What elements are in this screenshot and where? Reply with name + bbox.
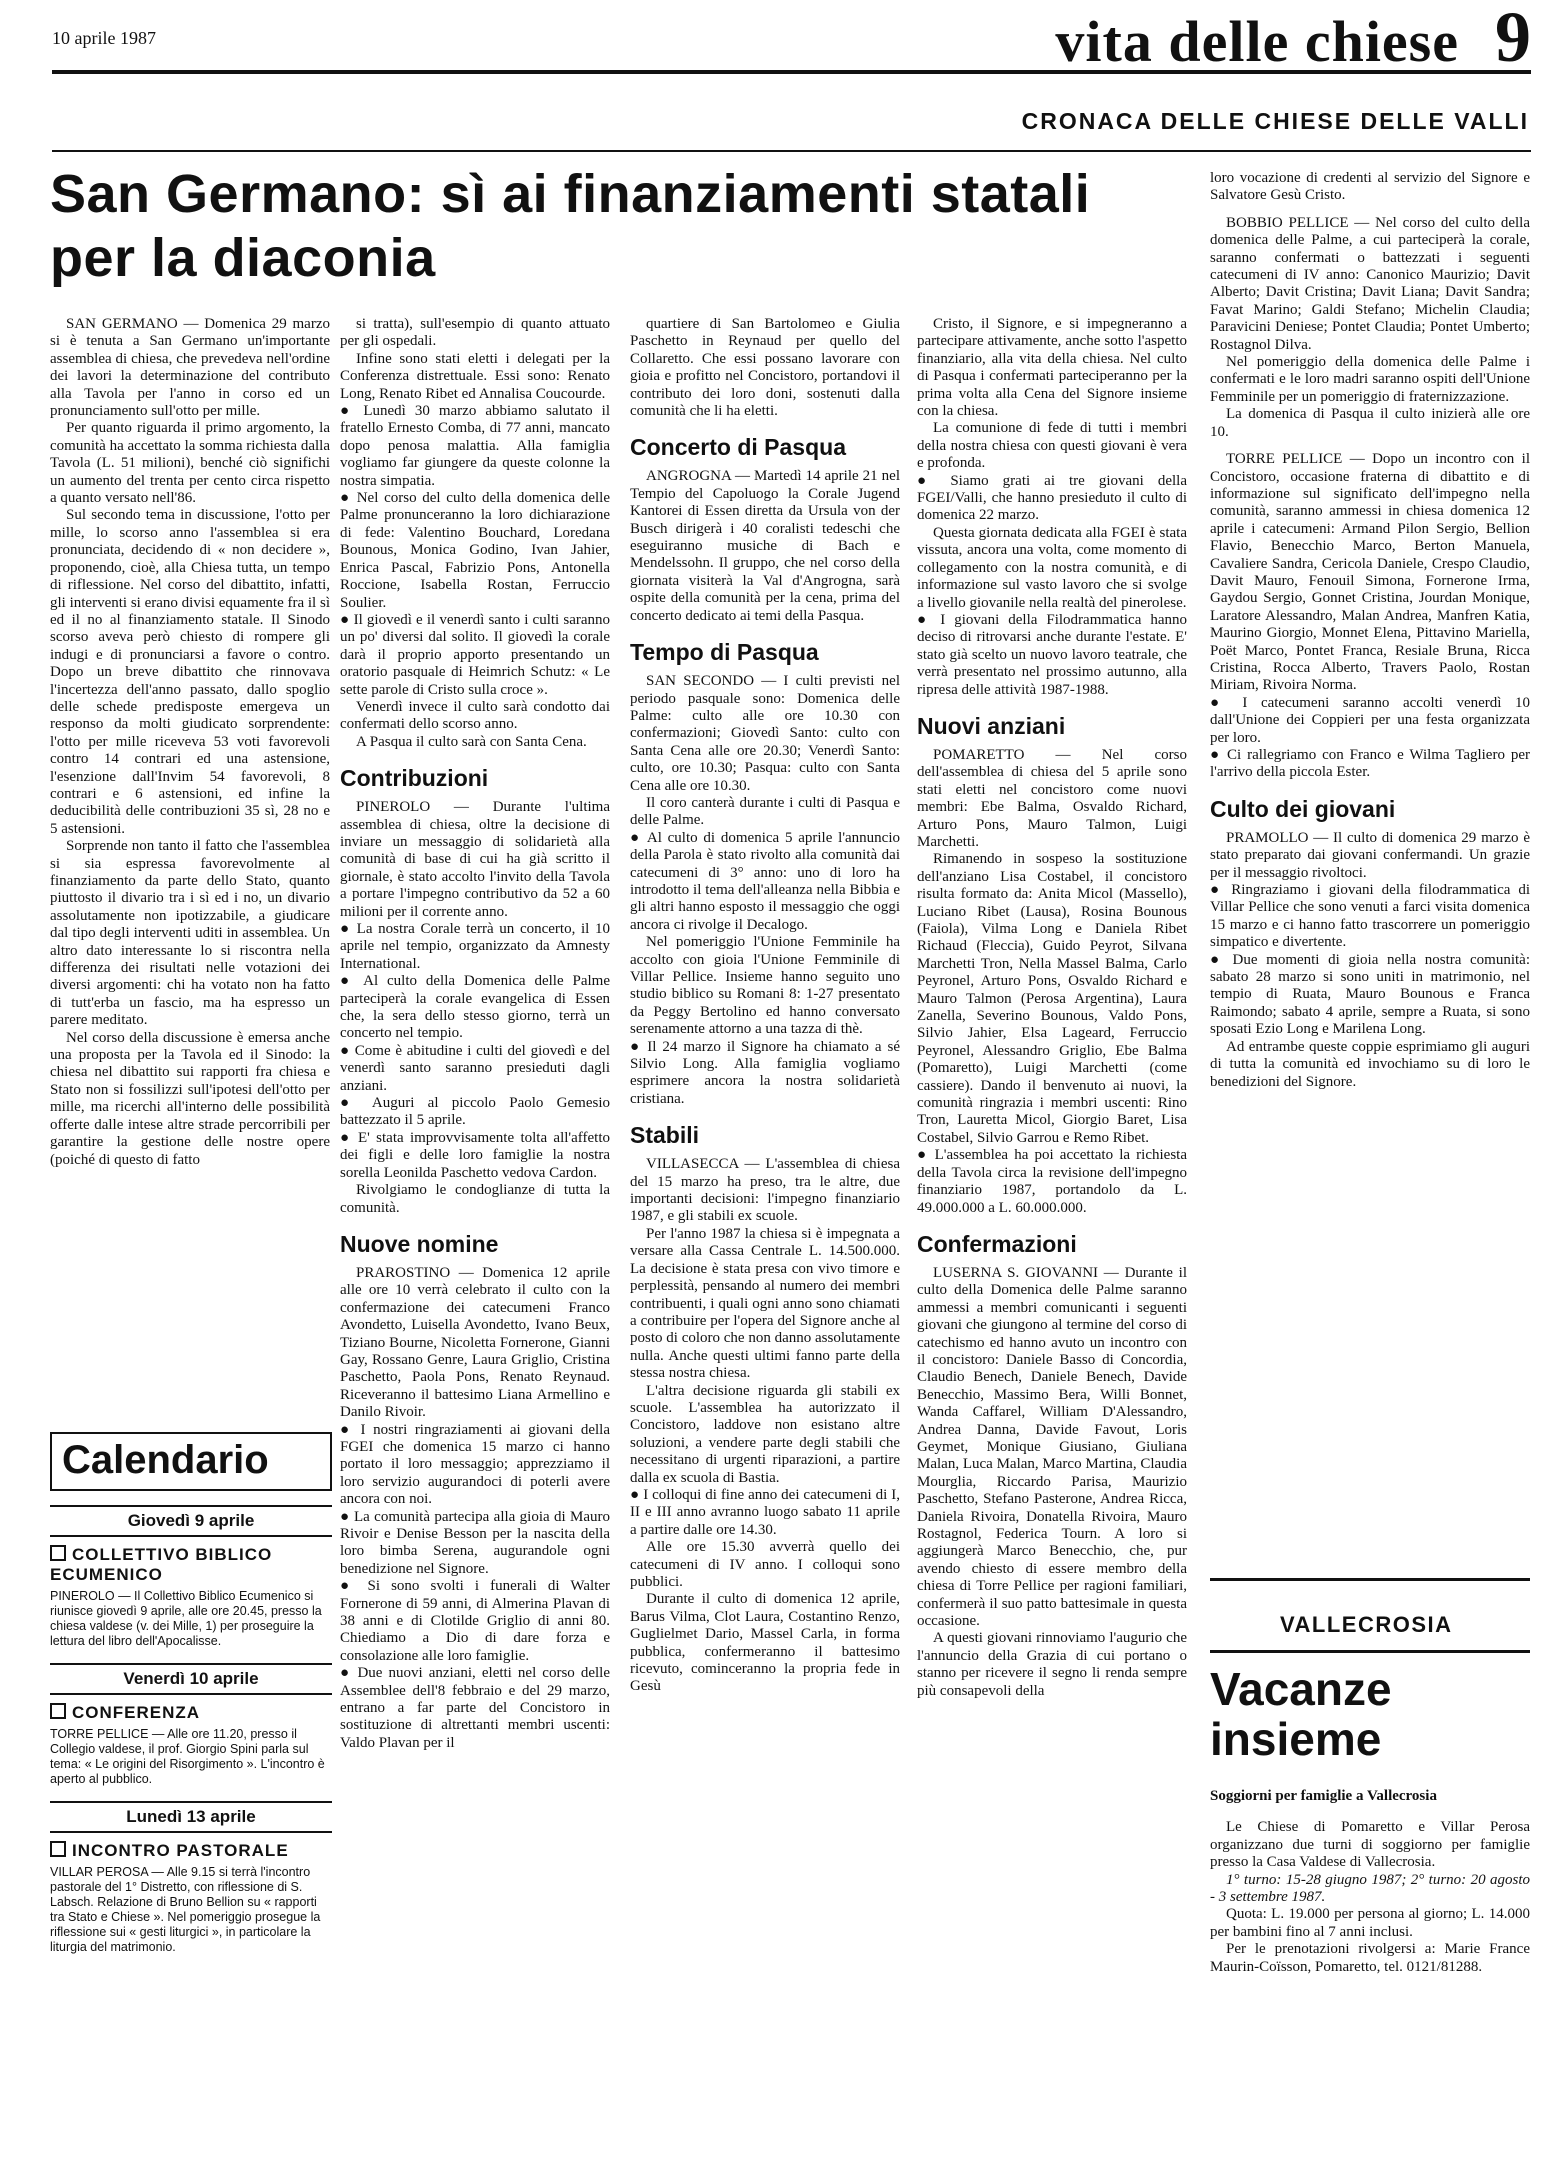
calendar-event-label: INCONTRO PASTORALE bbox=[72, 1841, 289, 1860]
paragraph: Il coro canterà durante i culti di Pasqua e delle Palme. bbox=[630, 794, 900, 829]
paragraph: Infine sono stati eletti i delegati per la Conferenza distrettuale. Essi sono: Renato Long, Renato Ribet ed Annalisa Coucourde. bbox=[340, 350, 610, 402]
calendar-day-header: Lunedì 13 aprile bbox=[50, 1801, 332, 1833]
bullet-paragraph: ● Si sono svolti i funerali di Walter Fornerone di 59 anni, di Almerina Plavan di 38 anni e di Clotilde Griglio di anni 80. Chiediamo a Dio di dare forza e consolazione alle loro famiglie. bbox=[340, 1578, 610, 1665]
column-1 bbox=[50, 316, 330, 1416]
calendar-box bbox=[50, 1432, 332, 1955]
col3-intro: quartiere di San Bartolomeo e Giulia Paschetto in Reynaud per quello del Collaretto. Che essi possano lavorare con gioia e profitto nel Concistoro, portandovi il contributo dei loro doni, sostenuti dalla comunità che li ha eletti. bbox=[630, 316, 900, 420]
calendar-days bbox=[50, 1505, 332, 1955]
calendar-event-title bbox=[50, 1703, 332, 1723]
bullet-paragraph: ● Al culto di domenica 5 aprile l'annuncio della Parola è stato rivolto alla comunità dai catecumeni di 3° anno: uno di loro ha introdotto il tema dell'alleanza nella Bibbia e gli altri hanno esposto il messaggio che oggi ancora ci rivolge il Decalogo. bbox=[630, 830, 900, 934]
column-4 bbox=[917, 316, 1187, 2176]
issue-date: 10 aprile 1987 bbox=[52, 28, 156, 48]
paragraph: L'altra decisione riguarda gli stabili ex scuole. L'assemblea ha autorizzato il Concistoro, laddove non esistano altre soluzioni, a vendere parte degli stabili che necessitano di urgenti riparazioni, a partire dalla ex scuola di Bastia. bbox=[630, 1382, 900, 1486]
col4-after-1: Questa giornata dedicata alla FGEI è stata vissuta, ancora una volta, come momento di collegamento con la nostra comunità, e di informazione sul vasto lavoro che si svolge a livello giovanile nella realtà del pinerolese. bbox=[917, 524, 1187, 611]
column-2 bbox=[340, 316, 610, 2176]
col2-bullets-3 bbox=[340, 1422, 610, 1753]
paragraph: VILLASECCA — L'assemblea di chiesa del 15 marzo ha preso, tra le altre, due importanti decisioni: l'impegno finanziario 1987, e gli stabili ex scuole. bbox=[630, 1156, 900, 1225]
col2-bullets-1 bbox=[340, 403, 610, 699]
paragraph: POMARETTO — Nel corso dell'assemblea di chiesa del 5 aprile sono stati eletti nel concistoro come nuovi membri: Ebe Balma, Osvaldo Richard, Arturo Pons, Mauro Talmon, Luigi Marchetti. bbox=[917, 746, 1187, 850]
bullet-paragraph: ● Al culto della Domenica delle Palme parteciperà la corale evangelica di Essen che, la sera dello stesso giorno, terrà un concerto nel tempio. bbox=[340, 973, 610, 1043]
page-number: 9 bbox=[1495, 0, 1531, 77]
calendar-day-header: Giovedì 9 aprile bbox=[50, 1505, 332, 1537]
col5-after-2: Ad entrambe queste coppie esprimiamo gli auguri di tutta la comunità ed invochiamo su di loro le benedizioni del Signore. bbox=[1210, 1038, 1530, 1090]
column-5 bbox=[1210, 170, 1530, 1560]
checkbox-icon bbox=[50, 1841, 66, 1857]
paragraph: SAN GERMANO — Domenica 29 marzo si è tenuta a San Germano un'importante assemblea di chiesa, che prevedeva nell'ordine dei lavori la determinazione del contributo alla Tavola per l'anno in corso ed un pronunciamento sull'otto per mille. bbox=[50, 316, 330, 420]
vallecrosia-bottom-rule bbox=[1210, 1650, 1530, 1653]
paragraph: A Pasqua il culto sarà con Santa Cena. bbox=[356, 733, 587, 750]
vallecrosia-p3: Quota: L. 19.000 per persona al giorno; L. 14.000 per bambini fino al 7 anni inclusi. bbox=[1210, 1906, 1530, 1940]
col5-intro: loro vocazione di credenti al servizio del Signore e Salvatore Gesù Cristo. bbox=[1210, 170, 1530, 204]
paragraph: Per l'anno 1987 la chiesa si è impegnata a versare alla Cassa Centrale L. 14.500.000. La decisione è stata presa con vivo timore e perplessità, pensando al numero dei membri contribuenti, i quali ogni anno sono chiamati a contribuire per l'opera del Signore anche al posto di coloro che non danno assolutamente nulla. Anche questi ultimi fanno parte della stessa nostra chiesa. bbox=[630, 1225, 900, 1382]
paragraph: Durante il culto di domenica 12 aprile, Barus Vilma, Clot Laura, Costantino Renzo, Guglielmet Dario, Massel Carla, in forma pubblica, confermeranno il battesimo ricevuto, cominceranno la propria fede in Gesù bbox=[630, 1591, 900, 1695]
calendar-day-header: Venerdì 10 aprile bbox=[50, 1663, 332, 1695]
vallecrosia-p1: Le Chiese di Pomaretto e Villar Perosa organizzano due turni di soggiorno per famiglie presso la Casa Valdese di Vallecrosia. bbox=[1210, 1819, 1530, 1871]
vallecrosia-body bbox=[1210, 1788, 1530, 1976]
col3-bullets-2 bbox=[630, 1039, 900, 1109]
calendar-event-title bbox=[50, 1545, 332, 1585]
bullet-paragraph: ● I giovani della Filodrammatica hanno deciso di ritrovarsi anche durante l'estate. E' stato già scelto un nuovo lavoro teatrale, che verrà presentato nel prossimo autunno, alla ripresa delle attività 1987-1988. bbox=[917, 612, 1187, 699]
bullet-paragraph: ● La nostra Corale terrà un concerto, il 10 aprile nel tempio, organizzato da Amnesty International. bbox=[340, 921, 610, 973]
paragraph: Sorprende non tanto il fatto che l'assemblea si sia espressa favorevolmente al finanziamento da parte dello Stato, quanto piuttosto il divario tra i sì ed i no, un divario assolutamente non ipotizzabile, a giudicare dal tipo degli interventi uditi in assemblea. Un altro dato interessante lo si riscontra nella differenza dei risultati nelle votazioni dei diversi argomenti: chi ha votato non ha fatto di tutt'erba un fascio, ma ha espresso un parere meditato. bbox=[50, 838, 330, 1029]
heading-confermazioni: Confermazioni bbox=[917, 1230, 1077, 1257]
bullet-paragraph: ● E' stata improvvisamente tolta all'affetto dei figli e delle loro famiglie la nostra sorella Leonilda Paschetto vedova Cardon. bbox=[340, 1130, 610, 1182]
bullet-paragraph: ● Siamo grati ai tre giovani della FGEI/Valli, che hanno presieduto il culto di domenica 22 marzo. bbox=[917, 473, 1187, 525]
text-torre-pellice: TORRE PELLICE — Dopo un incontro con il Concistoro, occasione fraterna di dibattito e di informazione sul significato dell'impegno nella comunità, saranno ammessi in chiesa domenica 12 aprile i catecumeni: Armand Pilon Sergio, Bellion Flavio, Benecchio Marco, Berton Manuela, Cavaliere Sandra, Cericola Daniele, Crespo Claudio, Davit Mauro, Fenouil Simona, Fornerone Irma, Gaydou Sergio, Gonnet Cristina, Jourdan Monique, Laratore Alessandro, Malan Andrea, Manfren Katia, Maurino Giorgio, Monnet Elena, Pittavino Mariella, Poët Marco, Pontet Franca, Resiale Bruna, Ricca Cristina, Rocca Alberto, Travers Paolo, Rostan Miriam, Rivoira Norma. bbox=[1210, 451, 1530, 694]
bullet-paragraph: ● I colloqui di fine anno dei catecumeni di I, II e III anno avranno luogo sabato 11 aprile a partire dalle ore 14.30. bbox=[630, 1487, 900, 1539]
masthead-rule bbox=[52, 70, 1531, 74]
section-title: vita delle chiese bbox=[1055, 9, 1459, 74]
bullet-paragraph: ● La comunità partecipa alla gioia di Mauro Rivoir e Denise Besson per la nascita della loro bimba Serena, augurandole ogni benedizione nel Signore. bbox=[340, 1509, 610, 1579]
paragraph: Nel pomeriggio della domenica delle Palme i confermati e le loro madri saranno ospiti dell'Unione Femminile per un pomeriggio di fraternizzazione. bbox=[1210, 354, 1530, 405]
paragraph: Per quanto riguarda il primo argomento, la comunità ha accettato la somma richiesta dalla Tavola (L. 51 milioni), benché ciò significhi un aumento del trenta per cento circa rispetto a quanto versato nell'86. bbox=[50, 420, 330, 507]
col4-bullets-3 bbox=[917, 1147, 1187, 1217]
calendar-event-label: COLLETTIVO BIBLICO ECUMENICO bbox=[50, 1545, 273, 1584]
col2-after-1 bbox=[340, 699, 610, 751]
checkbox-icon bbox=[50, 1703, 66, 1719]
vallecrosia-kicker: VALLECROSIA bbox=[1280, 1612, 1453, 1637]
col4-intro bbox=[917, 316, 1187, 473]
bullet-paragraph: ● Il giovedì e il venerdì santo i culti saranno un po' diversi dal solito. Il giovedì la corale darà il proprio apporto presentando un oratorio pasquale di Heimrich Schutz: « Le sette parole di Cristo sulla croce ». bbox=[340, 612, 610, 699]
paragraph: Cristo, il Signore, e si impegneranno a partecipare attivamente, anche sotto l'aspetto finanziario, alla vita della chiesa. Nel culto di Pasqua i confermati parteciperanno per la prima volta alla Cena del Signore insieme con la chiesa. bbox=[917, 316, 1187, 420]
vallecrosia-title: Vacanze insieme bbox=[1210, 1663, 1392, 1765]
text-contribuzioni: PINEROLO — Durante l'ultima assemblea di chiesa, oltre la decisione di inviare un messaggio di solidarietà alla comunità di base di cui ha già scritto il giornale, è stato accolto l'invito della Tavola a portare l'impegno contributivo da 52 a 60 milioni per il corrente anno. bbox=[340, 799, 610, 920]
paragraph: Nel corso della discussione è emersa anche una proposta per la Tavola ed il Sinodo: la chiesa nel dibattito sui rapporti fra chiesa e Stato non si fossilizzi sull'ipotesi dell'otto per mille, ma ricerchi all'interno delle possibilità offerte dalle intese altre strade percorribili per garantire la gestione delle nostre opere (poiché di questo di fatto bbox=[50, 1029, 330, 1168]
heading-culto-giovani: Culto dei giovani bbox=[1210, 795, 1396, 822]
heading-nuove-nomine: Nuove nomine bbox=[340, 1230, 499, 1257]
col1-paragraphs bbox=[50, 316, 330, 1169]
bullet-paragraph: ● Il 24 marzo il Signore ha chiamato a sé Silvio Long. Alla famiglia vogliamo esprimere ancora la nostra solidarietà cristiana. bbox=[630, 1039, 900, 1109]
paragraph: Rimanendo in sospeso la sostituzione dell'anziano Lisa Costabel, il concistoro risulta formato da: Anita Micol (Massello), Luciano Ribet (Lausa), Rosina Bounous (Faiola), Vilma Long e Daniela Ribet Richaud (Fleccia), Guido Peyrot, Silvana Marchetti Tron, Nella Massel Balma, Carlo Peyronel, Arturo Pons, Osvaldo Richard e Mauro Talmon (Perosa Argentina), Laura Zanella, Severino Bounous, Valdo Pons, Silvio Jahier, Elsa Lageard, Ferruccio Peyronel, Alessandro Griglio, Ebe Balma (Pomaretto), Luigi Marchetti (come cassiere). Dando il benvenuto ai nuovi, la comunità ringrazia i membri uscenti: Rino Tron, Lauretta Micol, Giorgio Baret, Lisa Costabel, Silvio Garrou e Remo Ribet. bbox=[917, 851, 1187, 1146]
calendar-event-text: VILLAR PEROSA — Alle 9.15 si terrà l'incontro pastorale del 1° Distretto, con riflessione di S. Labsch. Relazione di Bruno Bellion su « rapporti tra Stato e Chiese ». Nel pomeriggio prosegue la riflessione sui « gesti liturgici », in particolare la liturgia del matrimonio. bbox=[50, 1865, 321, 1954]
checkbox-icon bbox=[50, 1545, 66, 1561]
paragraph: Venerdì invece il culto sarà condotto dai confermati dello scorso anno. bbox=[340, 698, 610, 733]
section-subheading: CRONACA DELLE CHIESE DELLE VALLI bbox=[1021, 108, 1529, 134]
text-nuovi-anziani bbox=[917, 747, 1187, 1147]
subheading-rule bbox=[52, 150, 1531, 152]
col2-bullets-2 bbox=[340, 921, 610, 1182]
bullet-paragraph: ● L'assemblea ha poi accettato la richiesta della Tavola circa la revisione dell'impegno finanziario 1987, portandolo da L. 49.000.000 a L. 60.000.000. bbox=[917, 1147, 1187, 1217]
col2-intro bbox=[340, 316, 610, 403]
bullet-paragraph: ● I catecumeni saranno accolti venerdì 10 dall'Unione dei Coppieri per una festa organizzata per loro. bbox=[1210, 695, 1530, 747]
col3-bullets-1 bbox=[630, 830, 900, 934]
calendar-event-label: CONFERENZA bbox=[72, 1703, 201, 1722]
bullet-paragraph: ● Due nuovi anziani, eletti nel corso delle Assemblee dell'8 febbraio e del 29 marzo, entrano a far parte del Concistoro in sostituzione di altrettanti membri uscenti: Valdo Plavan per il bbox=[340, 1665, 610, 1752]
col4-bullets-1 bbox=[917, 473, 1187, 525]
paragraph: Alle ore 15.30 avverrà quello dei catecumeni di IV anno. I colloqui sono pubblici. bbox=[630, 1539, 900, 1590]
text-stabili bbox=[630, 1156, 900, 1487]
bullet-paragraph: ● I nostri ringraziamenti ai giovani della FGEI che domenica 15 marzo ci hanno portato il loro messaggio; apprezziamo il loro servizio augurandoci di poterli avere ancora con noi. bbox=[340, 1422, 610, 1509]
heading-stabili: Stabili bbox=[630, 1122, 700, 1149]
calendar-event-title bbox=[50, 1841, 332, 1861]
bullet-paragraph: ● Due momenti di gioia nella nostra comunità: sabato 28 marzo si sono uniti in matrimonio, nel tempio di Ruata, Mauro Bounous e Franca Raimondo; sabato 4 aprile, sempre a Ruata, si sono sposati Ezio Long e Marilena Long. bbox=[1210, 952, 1530, 1039]
paragraph: La domenica di Pasqua il culto inizierà alle ore 10. bbox=[1210, 406, 1530, 440]
calendar-event-text: PINEROLO — Il Collettivo Biblico Ecumenico si riunisce giovedì 9 aprile, alle ore 20.45, presso la chiesa valdese (v. dei Mille, 1) per proseguire la lettura del libro dell'Apocalisse. bbox=[50, 1589, 322, 1648]
heading-contribuzioni: Contribuzioni bbox=[340, 765, 489, 792]
vallecrosia-p2: 1° turno: 15-28 giugno 1987; 2° turno: 20 agosto - 3 settembre 1987. bbox=[1210, 1871, 1530, 1906]
text-confermazioni bbox=[917, 1265, 1187, 1700]
paragraph: Sul secondo tema in discussione, l'otto per mille, lo scorso anno l'assemblea si era pronunciata, decidendo di « non decidere », proponendo, cioè, alla Chiesa tutta, un tempo di riflessione. Nel corso del dibattito, infatti, gli interventi si erano divisi equamente fra il sì ed il no al finanziamento statale. Il Sinodo scorso aveva però chiesto di rompere gli indugi e di pronunciarsi a favore o contro. Dopo un breve dibattito che rinnovava l'incertezza dell'anno passato, dallo spoglio delle schede predisposte emergeva un responso da molti giudicato sorprendente: l'otto per mille riceveva 53 voti favorevoli contro 14 contrari ed una astensione, l'esenzione dall'Invim 54 favorevoli, 8 contrari e 6 astensioni, ed infine la deducibilità delle contribuzioni 35 sì, 28 no e 5 astensioni. bbox=[50, 507, 330, 837]
bullet-paragraph: ● Nel corso del culto della domenica delle Palme pronunceranno la loro dichiarazione di fede: Valentino Bouchard, Loredana Bounous, Monica Godino, Ivan Jahier, Enrica Pascal, Fabrizio Pons, Antonella Roccione, Isabella Rostan, Ferruccio Soulier. bbox=[340, 490, 610, 612]
calendar-title: Calendario bbox=[50, 1432, 332, 1491]
bullet-paragraph: ● Ringraziamo i giovani della filodrammatica di Villar Pellice che sono venuti a farci visita domenica 15 marzo e ci hanno fatto trascorrere un pomeriggio simpatico e divertente. bbox=[1210, 882, 1530, 952]
col5-bullets-1 bbox=[1210, 695, 1530, 782]
main-headline: San Germano: sì ai finanziamenti statali per la diaconia bbox=[50, 164, 1091, 288]
bullet-paragraph: ● Come è abitudine i culti del giovedì e del venerdì santo saranno presieduti dagli anziani. bbox=[340, 1043, 610, 1095]
paragraph: si tratta), sull'esempio di quanto attuato per gli ospedali. bbox=[340, 316, 610, 350]
col3-after-1: Nel pomeriggio l'Unione Femminile ha accolto con gioia l'Unione Femminile di Villar Pellice. Insieme hanno seguito uno studio biblico su Romani 8: 1-27 presentato da Peggy Bertolino ed hanno conversato serenamente attorno a una tazza di thè. bbox=[630, 934, 900, 1038]
heading-nuovi-anziani: Nuovi anziani bbox=[917, 712, 1066, 739]
heading-concerto: Concerto di Pasqua bbox=[630, 434, 846, 461]
col3-bullets-3 bbox=[630, 1487, 900, 1539]
vallecrosia-top-rule bbox=[1210, 1578, 1530, 1581]
vallecrosia-p4: Per le prenotazioni rivolgersi a: Marie France Maurin-Coïsson, Pomaretto, tel. 0121/81288. bbox=[1210, 1941, 1530, 1975]
col4-bullets-2 bbox=[917, 612, 1187, 699]
heading-tempo-pasqua: Tempo di Pasqua bbox=[630, 639, 819, 666]
calendar-event-text: TORRE PELLICE — Alle ore 11.20, presso il Collegio valdese, il prof. Giorgio Spini parla sul tema: « Le origini del Risorgimento ». L'incontro è aperto al pubblico. bbox=[50, 1727, 325, 1786]
paragraph: SAN SECONDO — I culti previsti nel periodo pasquale sono: Domenica delle Palme: culto alle ore 10.30 con confermazioni; Giovedì Santo: culto con Santa Cena alle ore 20.30; Venerdì Santo: culto, ore 10.30; Pasqua: culto con Santa Cena alle ore 10.30. bbox=[630, 673, 900, 794]
text-concerto: ANGROGNA — Martedì 14 aprile 21 nel Tempio del Capoluogo la Corale Jugend Kantorei di Essen diretta da Ursula von der Busch dirigerà i 40 coralisti tedeschi che eseguiranno musiche di Bach e Mendelssohn. Il gruppo, che nel corso della giornata visiterà la Val d'Angrogna, sarà ospite della comunità per la cena, prima del concerto dedicato ai temi della Pasqua. bbox=[630, 468, 900, 624]
bullet-paragraph: ● Lunedì 30 marzo abbiamo salutato il fratello Ernesto Comba, di 77 anni, mancato dopo penosa malattia. Alla famiglia vogliamo far giungere da queste colonne la nostra simpatia. bbox=[340, 403, 610, 490]
col2-condolences: Rivolgiamo le condoglianze di tutta la comunità. bbox=[340, 1182, 610, 1216]
col3-after-3 bbox=[630, 1539, 900, 1696]
paragraph: BOBBIO PELLICE — Nel corso del culto della domenica delle Palme, a cui parteciperà la corale, saranno confermati o battezzati i seguenti catecumeni di IV anno: Canonico Maurizio; Davit Alberto; Davit Cristina; Davit Liana; Davit Sandra; Favat Marino; Galdi Stefano; Michelin Claudia; Paravicini Deniese; Pontet Claudia; Pontet Umberto; Rostagnol Dilva. bbox=[1210, 214, 1530, 353]
text-tempo-pasqua bbox=[630, 673, 900, 830]
text-bobbio bbox=[1210, 215, 1530, 441]
col5-bullets-2 bbox=[1210, 882, 1530, 1039]
text-culto-giovani: PRAMOLLO — Il culto di domenica 29 marzo è stato preparato dai giovani confermandi. Un grazie per il messaggio rivoltoci. bbox=[1210, 829, 1530, 881]
bullet-paragraph: ● Auguri al piccolo Paolo Gemesio battezzato il 5 aprile. bbox=[340, 1095, 610, 1130]
bullet-paragraph: ● Ci rallegriamo con Franco e Wilma Tagliero per l'arrivo della piccola Ester. bbox=[1210, 747, 1530, 782]
vallecrosia-subtitle: Soggiorni per famiglie a Vallecrosia bbox=[1210, 1788, 1437, 1804]
paragraph: A questi giovani rinnoviamo l'augurio che l'annuncio della Grazia di cui portano o stanno per ricevere il segno li renda sempre più consapevoli della bbox=[917, 1630, 1187, 1699]
column-3 bbox=[630, 316, 900, 2176]
text-nuove-nomine: PRAROSTINO — Domenica 12 aprile alle ore 10 verrà celebrato il culto con la confermazione dei catecumeni Franco Avondetto, Luisella Avondetto, Ivano Beux, Tiziano Bourne, Nicoletta Fornerone, Gianni Gay, Rossano Genre, Laura Griglio, Cristina Paschetto, Paola Pons, Renato Reynaud. Riceveranno il battesimo Liana Armellino e Danilo Rivoir. bbox=[340, 1264, 610, 1421]
paragraph: LUSERNA S. GIOVANNI — Durante il culto della Domenica delle Palme saranno ammessi a membri comunicanti i seguenti giovani che giungono al termine del corso di catechismo ed hanno avuto un incontro con il concistoro: Daniele Basso di Concordia, Claudio Benech, Daniele Benech, Davide Benecchio, Massimo Bera, Willi Bonnet, Wanda Caffarel, William D'Alessandro, Andrea Danna, Davide Favout, Loris Geymet, Monique Giusiano, Giuliana Malan, Luca Malan, Marco Martina, Claudia Mourglia, Riccardo Parisa, Maurizio Paschetto, Stefano Pasterone, Andrea Ricca, Daniela Rivoira, Donatella Rivoira, Mauro Rostagnol, Federica Tourn. A loro si aggiungerà Marco Benecchio, che, pur avendo chiesto di essere membro della chiesa di Torre Pellice per ragioni familiari, confermerà il suo patto battesimale in questa occasione. bbox=[917, 1264, 1187, 1630]
paragraph: La comunione di fede di tutti i membri della nostra chiesa con questi giovani è vera e profonda. bbox=[917, 420, 1187, 472]
